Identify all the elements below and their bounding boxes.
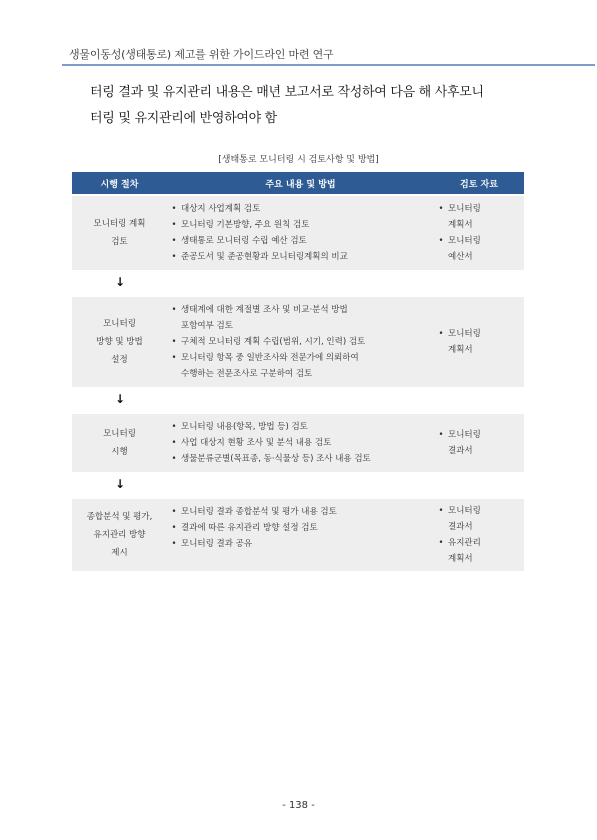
table-caption: [생태통로 모니터링 시 검토사항 및 방법] (218, 155, 379, 165)
bullet-icon: • (171, 305, 177, 315)
material-item (434, 326, 524, 358)
flow-arrow (72, 472, 524, 499)
material-text: 모니터링 결과서 (448, 506, 481, 532)
intro-line: 터링 및 유지관리에 반영하여야 함 (90, 111, 277, 126)
contents-cell (167, 196, 434, 270)
material-text: 모니터링 결과서 (448, 430, 481, 456)
bullet-icon: • (438, 204, 444, 214)
content-item (167, 334, 434, 350)
intro-line: 터링 결과 및 유지관리 내용은 매년 보고서로 작성하여 다음 해 사후모니 (90, 85, 484, 100)
content-text: 생물분류군별(목표종, 동·식물상 등) 조사 내용 검토 (181, 454, 371, 464)
column-header-contents: 주요 내용 및 방법 (265, 179, 336, 190)
content-item (167, 350, 434, 382)
monitoring-table (72, 172, 524, 571)
step-cell: 모니터링 방향 및 방법 설정 (96, 319, 143, 365)
material-text: 모니터링 예산서 (448, 236, 481, 262)
material-text: 모니터링 계획서 (448, 204, 481, 230)
step-cell: 모니터링 시행 (103, 429, 136, 457)
content-item (167, 249, 434, 265)
content-text: 준공도서 및 준공현황과 모니터링계획의 비교 (181, 252, 348, 262)
table-header-row (72, 172, 524, 194)
content-text: 사업 대상지 현황 조사 및 분석 내용 검토 (181, 438, 332, 448)
content-text: 결과에 따른 유지관리 방향 설정 검토 (181, 523, 318, 533)
contents-cell (167, 414, 434, 472)
bullet-icon: • (438, 538, 444, 548)
bullet-icon: • (171, 523, 177, 533)
material-item (434, 233, 524, 265)
page-number: - 138 - (282, 800, 315, 811)
table-body (72, 196, 524, 571)
material-item (434, 535, 524, 567)
content-item (167, 201, 434, 217)
intro-paragraph (90, 80, 530, 132)
content-text: 모니터링 항목 중 일반조사와 전문가에 의뢰하여 수행하는 전문조사로 구분하여 검토 (181, 353, 359, 379)
flow-arrow (72, 270, 524, 297)
down-arrow-icon: ↓ (115, 477, 126, 491)
bullet-icon: • (171, 252, 177, 262)
content-text: 모니터링 결과 공유 (181, 539, 253, 549)
down-arrow-icon: ↓ (115, 392, 126, 406)
content-text: 생태통로 모니터링 수립 예산 검토 (181, 236, 307, 246)
material-item (434, 427, 524, 459)
materials-cell (434, 196, 524, 270)
column-header-materials: 검토 자료 (460, 179, 498, 190)
bullet-icon: • (171, 353, 177, 363)
content-text: 모니터링 기본방향, 주요 원칙 검토 (181, 220, 310, 230)
bullet-icon: • (171, 204, 177, 214)
materials-cell (434, 414, 524, 472)
material-item (434, 503, 524, 535)
content-text: 모니터링 결과 종합분석 및 평가 내용 검토 (181, 507, 337, 517)
materials-cell (434, 499, 524, 571)
bullet-icon: • (171, 236, 177, 246)
bullet-icon: • (438, 329, 444, 339)
header-rule (62, 64, 595, 66)
table-row (72, 196, 524, 270)
bullet-icon: • (438, 236, 444, 246)
bullet-icon: • (438, 506, 444, 516)
step-cell: 종합분석 및 평가, 유지관리 방향 제시 (86, 512, 153, 558)
column-header-step: 시행 절차 (100, 179, 139, 190)
bullet-icon: • (171, 454, 177, 464)
content-item (167, 233, 434, 249)
bullet-icon: • (171, 507, 177, 517)
content-text: 대상지 사업계획 검토 (181, 204, 261, 214)
content-item (167, 451, 434, 467)
content-text: 구체적 모니터링 계획 수립(범위, 시기, 인력) 검토 (181, 337, 366, 347)
content-text: 생태계에 대한 계절별 조사 및 비교·분석 방법 포함여부 검토 (181, 305, 348, 331)
contents-cell (167, 499, 434, 571)
content-item (167, 520, 434, 536)
bullet-icon: • (171, 220, 177, 230)
bullet-icon: • (171, 438, 177, 448)
flow-arrow (72, 387, 524, 414)
content-text: 모니터링 내용(항목, 방법 등) 검토 (181, 422, 308, 432)
bullet-icon: • (438, 430, 444, 440)
material-item (434, 201, 524, 233)
down-arrow-icon: ↓ (115, 275, 126, 289)
content-item (167, 217, 434, 233)
step-cell: 모니터링 계획 검토 (93, 219, 146, 247)
material-text: 유지관리 계획서 (448, 538, 481, 564)
bullet-icon: • (171, 539, 177, 549)
table-row (72, 297, 524, 387)
content-item (167, 302, 434, 334)
materials-cell (434, 297, 524, 387)
bullet-icon: • (171, 337, 177, 347)
bullet-icon: • (171, 422, 177, 432)
content-item (167, 435, 434, 451)
material-text: 모니터링 계획서 (448, 329, 481, 355)
running-header: 생물이동성(생태통로) 제고를 위한 가이드라인 마련 연구 (69, 48, 334, 61)
table-row (72, 499, 524, 571)
table-row (72, 414, 524, 472)
content-item (167, 504, 434, 520)
contents-cell (167, 297, 434, 387)
content-item (167, 419, 434, 435)
content-item (167, 536, 434, 552)
